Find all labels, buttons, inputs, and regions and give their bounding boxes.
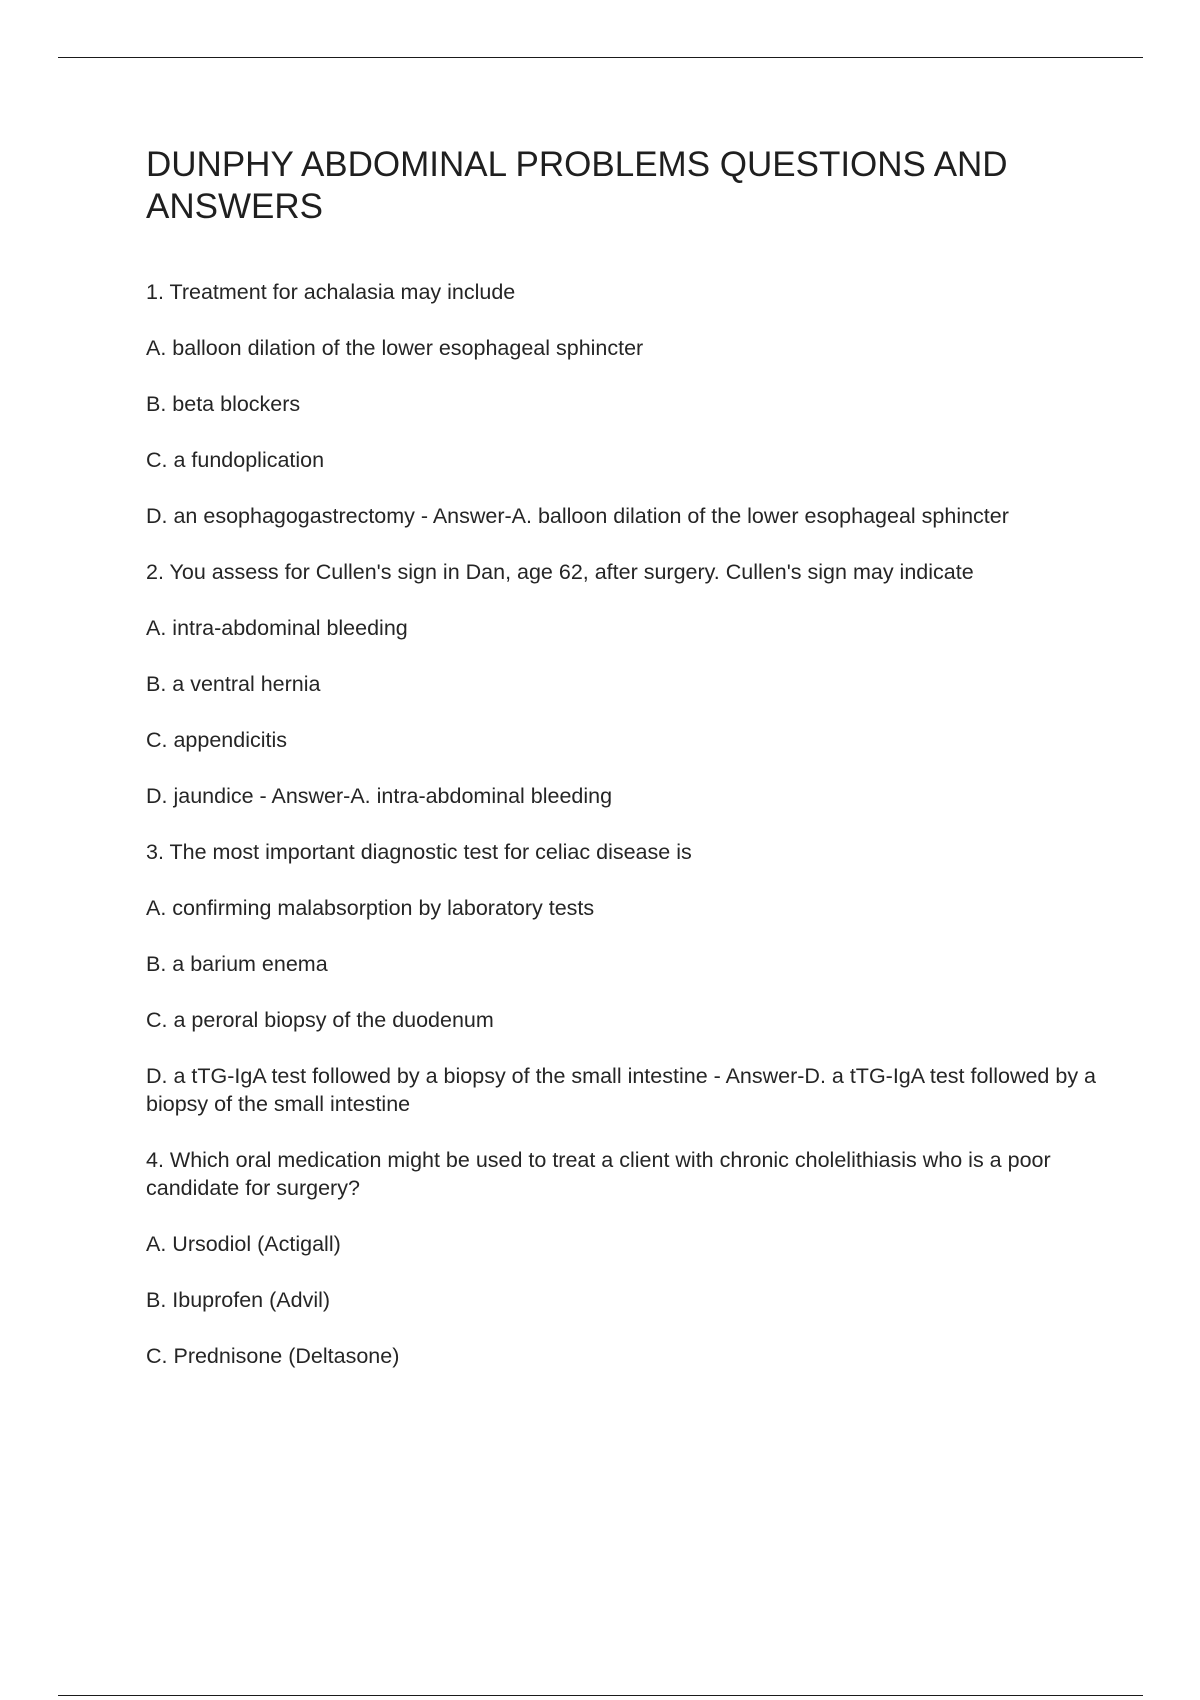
header-rule xyxy=(58,57,1143,58)
footer-rule xyxy=(58,1695,1143,1696)
question-1-option-d-answer: D. an esophagogastrectomy - Answer-A. balloon dilation of the lower esophageal sphincter xyxy=(146,504,1009,528)
question-2-option-c: C. appendicitis xyxy=(146,728,288,752)
question-4-option-c: C. Prednisone (Deltasone) xyxy=(146,1344,400,1368)
question-1-stem: 1. Treatment for achalasia may include xyxy=(146,280,516,304)
question-3-option-a: A. confirming malabsorption by laboratory tests xyxy=(146,896,595,920)
question-1-option-a: A. balloon dilation of the lower esophageal sphincter xyxy=(146,336,644,360)
question-2-option-a: A. intra-abdominal bleeding xyxy=(146,616,408,640)
question-2-stem: 2. You assess for Cullen's sign in Dan, age 62, after surgery. Cullen's sign may indicate xyxy=(146,560,974,584)
question-4-option-a: A. Ursodiol (Actigall) xyxy=(146,1232,341,1256)
question-3-option-b: B. a barium enema xyxy=(146,952,328,976)
question-2-option-d-answer: D. jaundice - Answer-A. intra-abdominal bleeding xyxy=(146,784,613,808)
document-title: DUNPHY ABDOMINAL PROBLEMS QUESTIONS AND ANSWERS xyxy=(146,145,1008,226)
question-1-option-c: C. a fundoplication xyxy=(146,448,325,472)
question-4-option-b: B. Ibuprofen (Advil) xyxy=(146,1288,331,1312)
question-4-stem: 4. Which oral medication might be used to treat a client with chronic cholelithiasis who is a poor candidate for surgery? xyxy=(146,1148,1051,1200)
document-body xyxy=(146,144,1106,1398)
question-1-option-b: B. beta blockers xyxy=(146,392,301,416)
question-3-stem: 3. The most important diagnostic test for celiac disease is xyxy=(146,840,692,864)
question-3-option-c: C. a peroral biopsy of the duodenum xyxy=(146,1008,494,1032)
question-2-option-b: B. a ventral hernia xyxy=(146,672,321,696)
question-3-option-d-answer: D. a tTG-IgA test followed by a biopsy of the small intestine - Answer-D. a tTG-IgA test followed by a biopsy of the small intestine xyxy=(146,1064,1096,1116)
